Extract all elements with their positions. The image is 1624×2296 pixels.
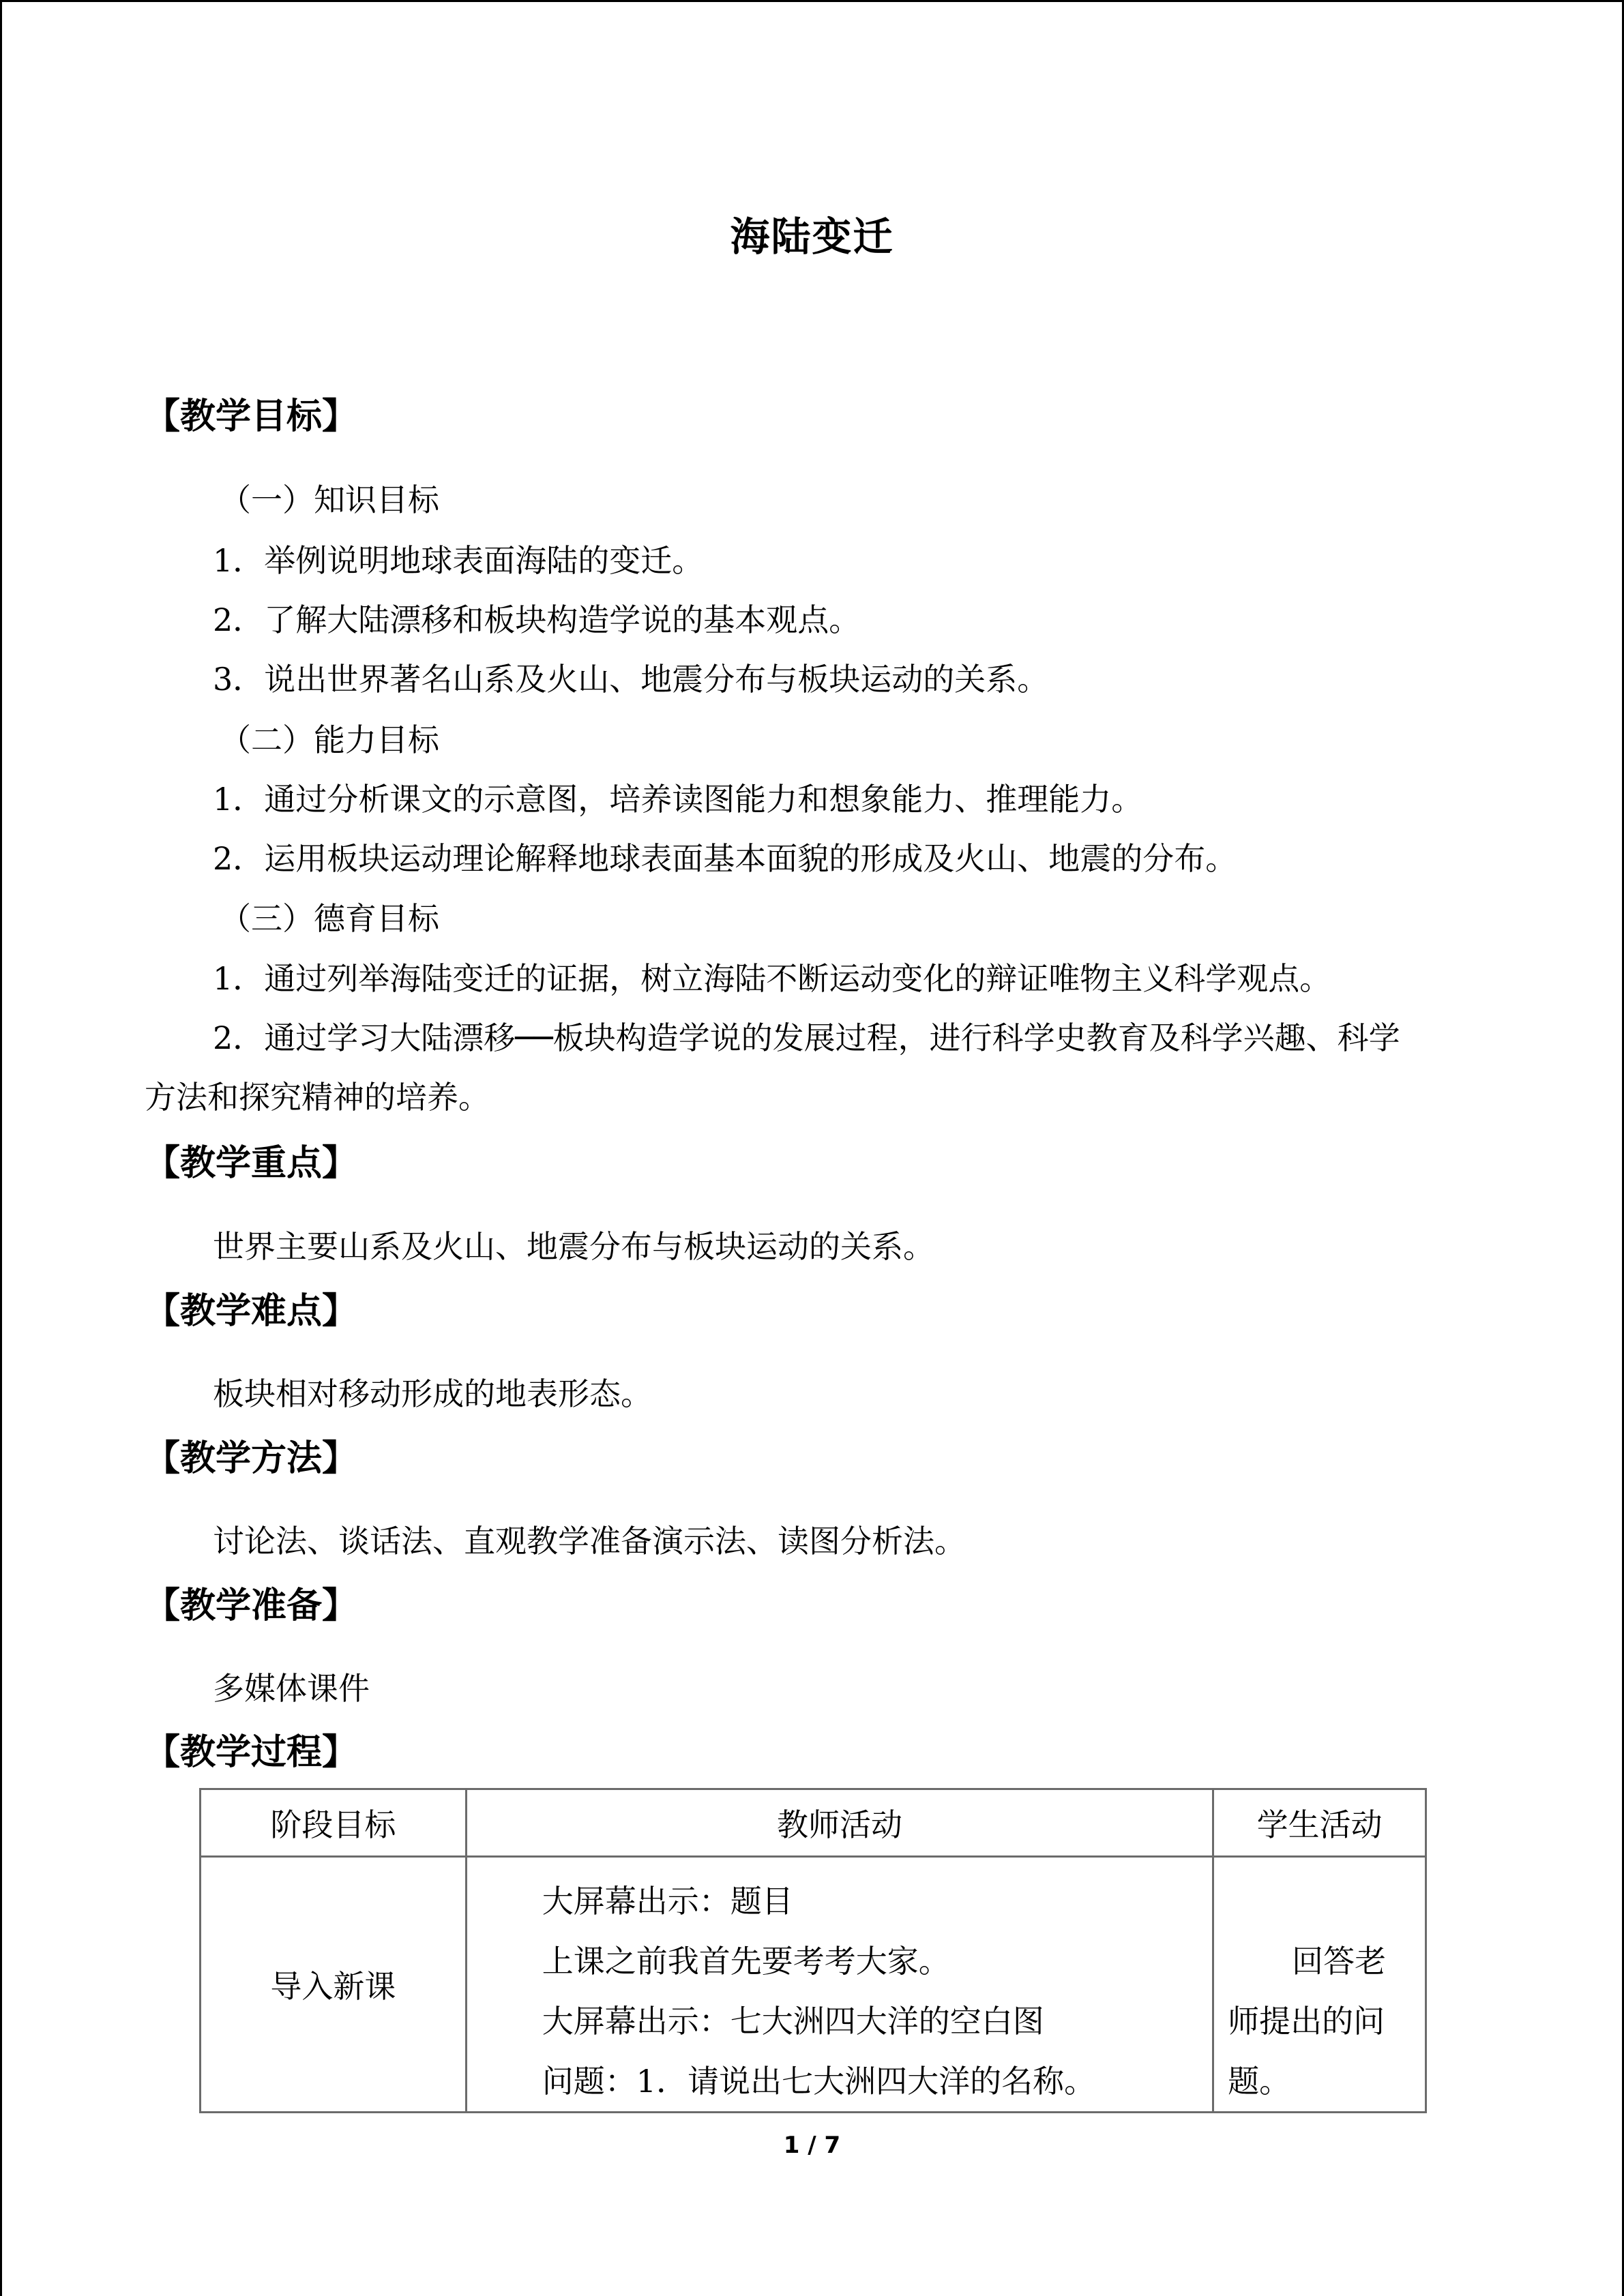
- heading-key-points: 【教学重点】: [145, 1143, 358, 1184]
- ability-objectives-label: （二）能力目标: [220, 721, 439, 758]
- teacher-activity-cell: [466, 1857, 1213, 2113]
- student-activity-line: 题。: [1228, 2063, 1291, 2100]
- heading-objectives: 【教学目标】: [145, 396, 358, 437]
- teacher-activity-line: 大屏幕出示：题目: [542, 1883, 793, 1920]
- stage-cell: 导入新课: [201, 1857, 467, 2113]
- difficulties-text: 板块相对移动形成的地表形态。: [213, 1375, 652, 1412]
- methods-text: 讨论法、谈话法、直观教学准备演示法、读图分析法。: [213, 1523, 966, 1560]
- preparation-text: 多媒体课件: [213, 1670, 370, 1707]
- key-points-text: 世界主要山系及火山、地震分布与板块运动的关系。: [213, 1228, 934, 1265]
- teacher-activity-line: 问题：1．请说出七大洲四大洋的名称。: [542, 2063, 1096, 2100]
- document-title: 海陆变迁: [730, 213, 894, 260]
- knowledge-item: 1．举例说明地球表面海陆的变迁。: [213, 542, 704, 579]
- student-activity-line: 师提出的问: [1228, 2003, 1385, 2040]
- table-row: [201, 1857, 1426, 2113]
- teacher-activity-line: 大屏幕出示：七大洲四大洋的空白图: [542, 2003, 1044, 2040]
- ability-item: 2．运用板块运动理论解释地球表面基本面貌的形成及火山、地震的分布。: [213, 840, 1237, 877]
- teacher-activity-line: 上课之前我首先要考考大家。: [542, 1943, 950, 1980]
- knowledge-item: 2．了解大陆漂移和板块构造学说的基本观点。: [213, 601, 861, 638]
- knowledge-objectives-label: （一）知识目标: [220, 481, 439, 518]
- heading-preparation: 【教学准备】: [145, 1585, 358, 1626]
- moral-objectives-label: （三）德育目标: [220, 900, 439, 937]
- page-number: 1 / 7: [783, 2132, 841, 2159]
- moral-item-continued: 方法和探究精神的培养。: [145, 1079, 490, 1116]
- lesson-process-table: [199, 1788, 1427, 2113]
- heading-methods: 【教学方法】: [145, 1438, 358, 1479]
- ability-item: 1．通过分析课文的示意图，培养读图能力和想象能力、推理能力。: [213, 781, 1143, 818]
- heading-process: 【教学过程】: [145, 1732, 358, 1773]
- knowledge-item: 3．说出世界著名山系及火山、地震分布与板块运动的关系。: [213, 661, 1049, 698]
- header-stage: 阶段目标: [201, 1789, 467, 1857]
- student-activity-cell: [1213, 1857, 1426, 2113]
- heading-difficulties: 【教学难点】: [145, 1291, 358, 1332]
- moral-item: 1．通过列举海陆变迁的证据，树立海陆不断运动变化的辩证唯物主义科学观点。: [213, 960, 1331, 997]
- header-teacher-activity: 教师活动: [466, 1789, 1213, 1857]
- student-activity-line: 回答老: [1292, 1943, 1387, 1980]
- moral-item: 2．通过学习大陆漂移──板块构造学说的发展过程，进行科学史教育及科学兴趣、科学: [213, 1019, 1400, 1056]
- table-header-row: [201, 1789, 1426, 1857]
- header-student-activity: 学生活动: [1213, 1789, 1426, 1857]
